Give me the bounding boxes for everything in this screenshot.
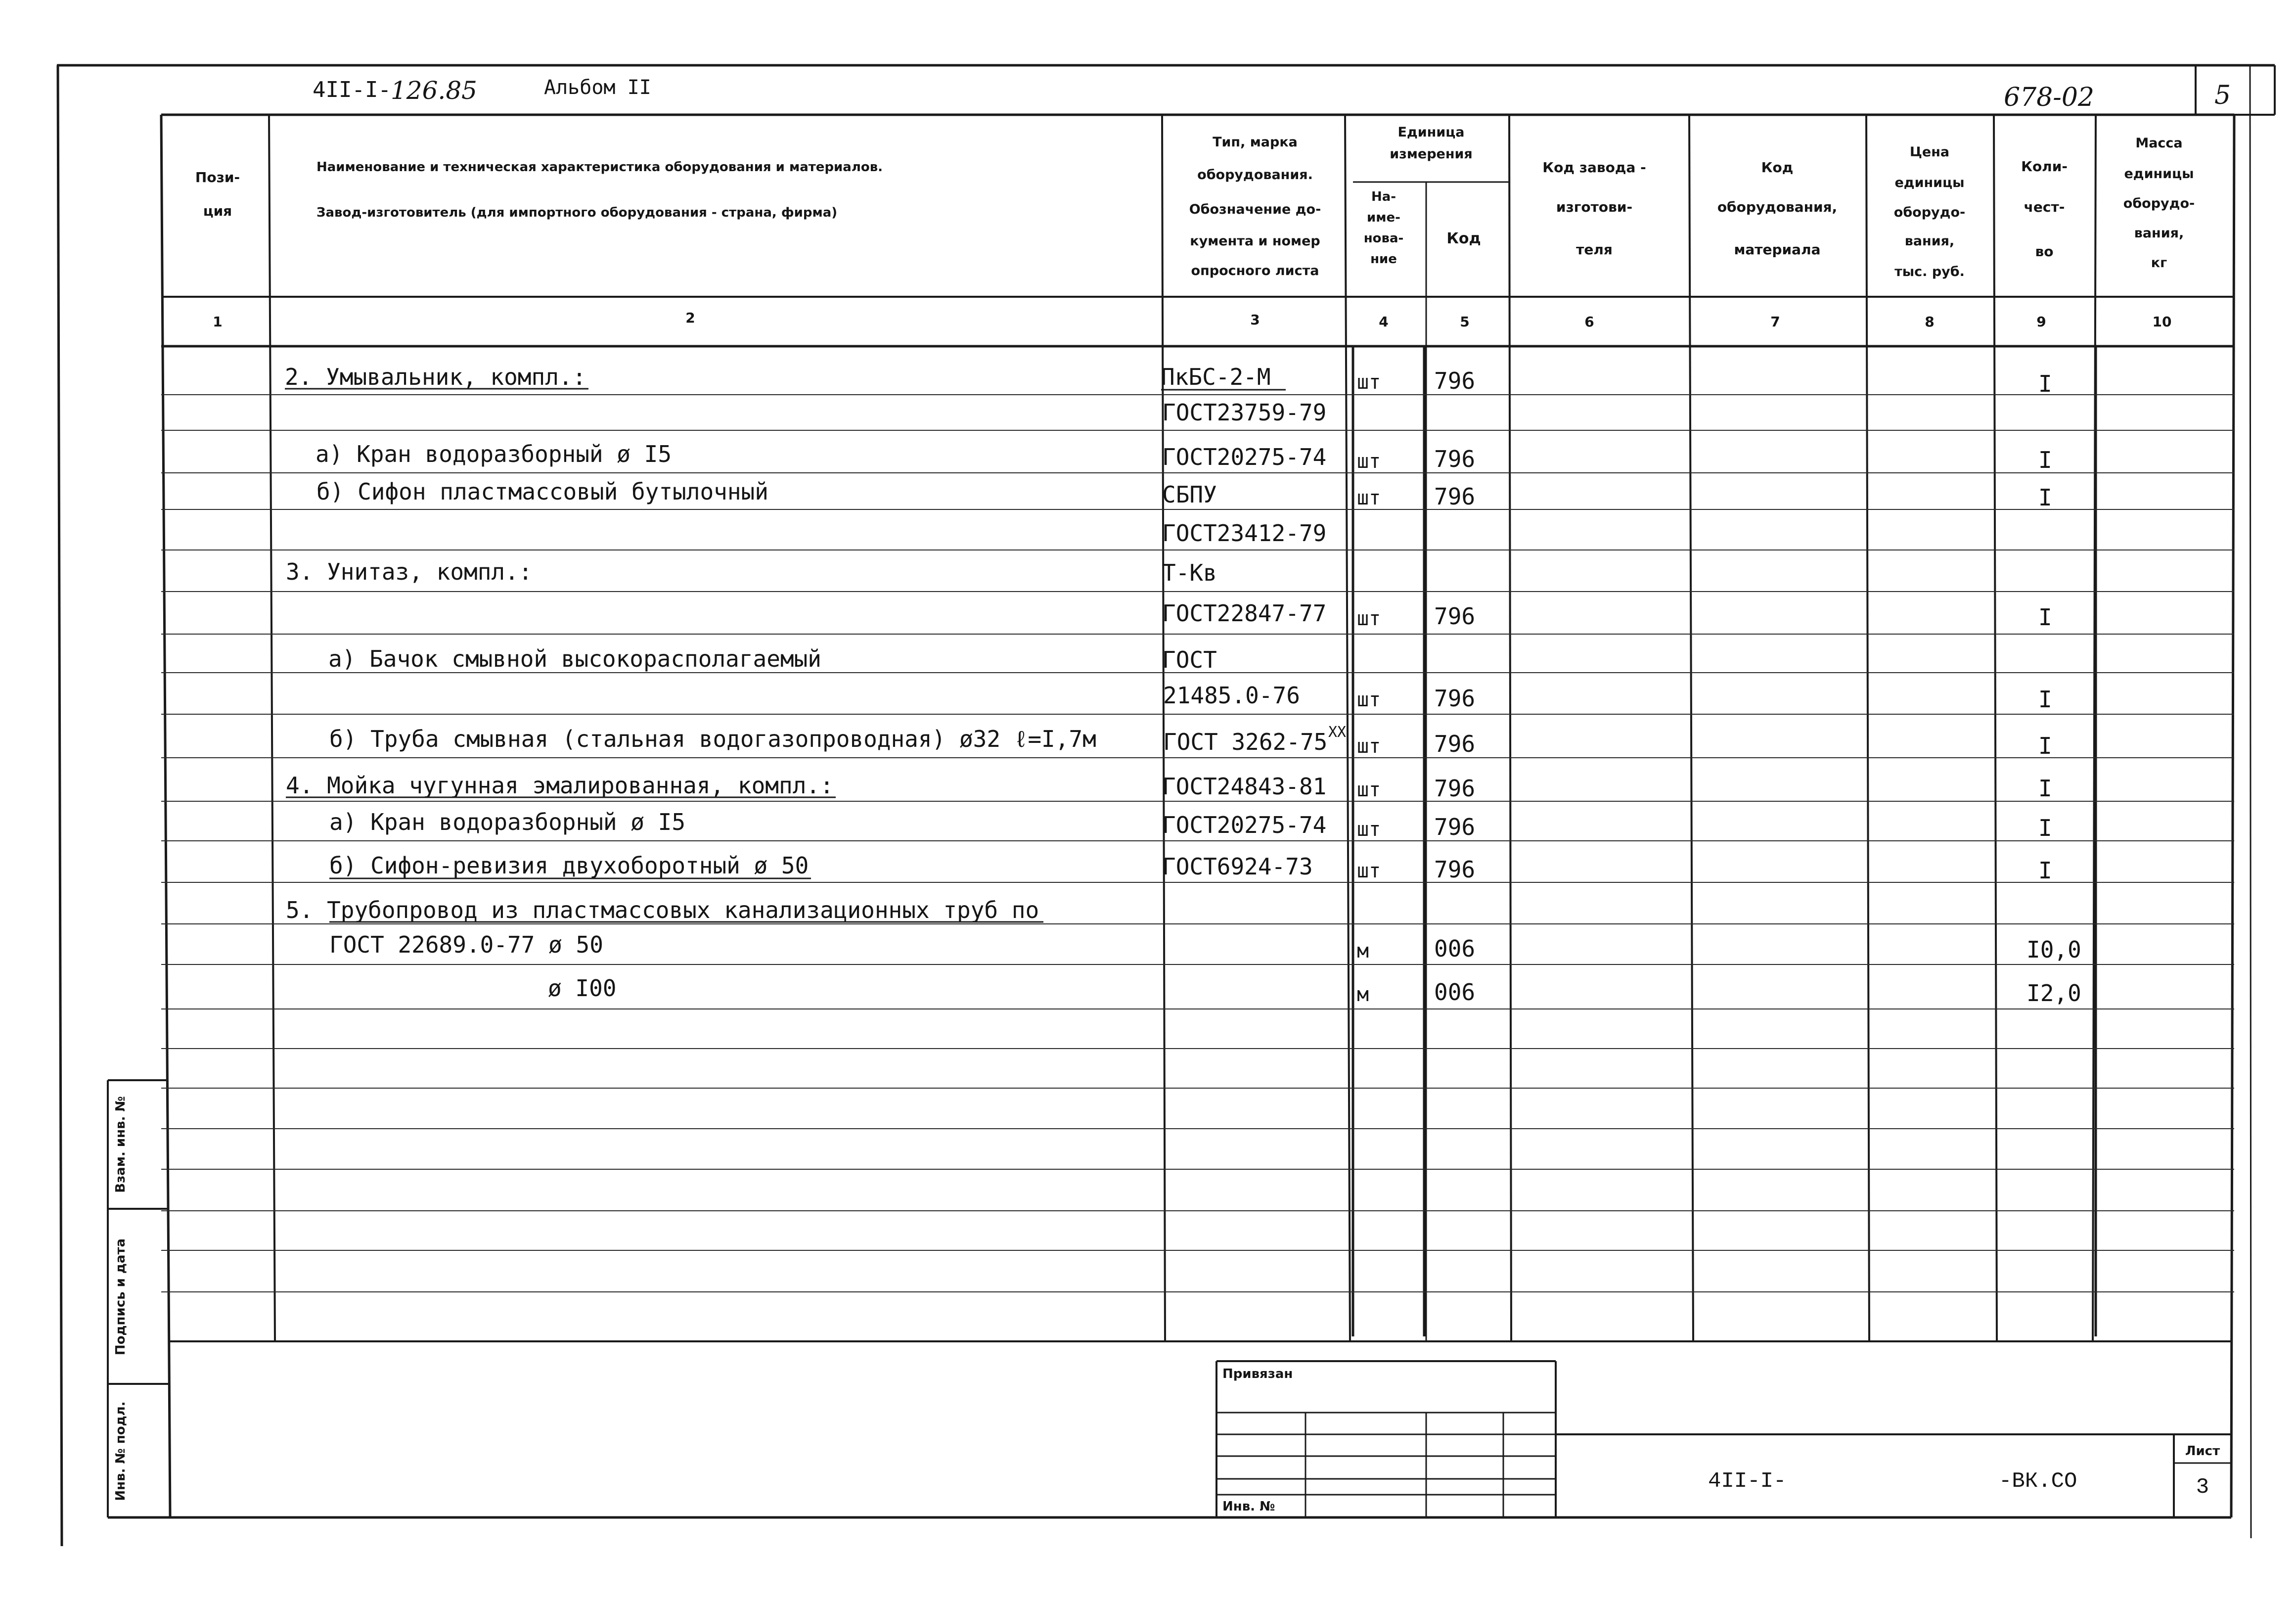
row-13-qty: I [2038, 857, 2052, 884]
col3-title-line2: оборудования. [1197, 167, 1313, 183]
row-8-name: а) Бачок смывной высокорасполагаемый [328, 645, 821, 672]
col-number-3: 3 [1250, 312, 1260, 328]
col3-title-line5: опросного листа [1191, 263, 1319, 278]
row-1-code: 796 [1434, 367, 1476, 394]
row-11-qty: I [2038, 775, 2052, 802]
row-9-type: 21485.0-76 [1163, 682, 1300, 709]
row-9-qty: I [2038, 686, 2052, 713]
row-11-code: 796 [1434, 775, 1476, 802]
col9-title-line2: чест- [2024, 199, 2065, 215]
col-number-4: 4 [1379, 314, 1389, 330]
col4-title-line2: име- [1367, 210, 1400, 225]
sheet-number: 3 [2196, 1475, 2209, 1500]
row-4-type: СБПУ [1162, 481, 1217, 508]
row-10-code: 796 [1434, 731, 1476, 757]
col1-title-line1: Пози- [195, 169, 240, 185]
column-separator [1509, 115, 1511, 1341]
col-number-1: 1 [213, 314, 223, 330]
row-13-type: ГОСТ6924-73 [1162, 853, 1313, 880]
col6-title-line3: теля [1576, 241, 1613, 258]
row-10-name: б) Труба смывная (стальная водогазопроводная) ø32 ℓ=I,7м [329, 726, 1096, 752]
inventory-label: Инв. № [1222, 1499, 1275, 1514]
row-1-qty: I [2038, 370, 2052, 397]
col8-title-line1: Цена [1909, 144, 1950, 160]
row-12-code: 796 [1434, 814, 1476, 840]
col-number-7: 7 [1770, 314, 1780, 330]
row-12-unit: шт [1357, 818, 1381, 841]
stamp-replace-inv: Взам. инв. № [113, 1096, 128, 1193]
col3-title-line3: Обозначение до- [1189, 202, 1321, 217]
stamp-original-inv: Инв. № подл. [113, 1401, 128, 1501]
linked-label: Привязан [1222, 1367, 1293, 1381]
project-code: 4II-I- [313, 77, 391, 102]
col7-title-line3: материала [1734, 241, 1821, 258]
col-number-9: 9 [2036, 314, 2046, 330]
col9-title-line1: Коли- [2021, 158, 2068, 175]
title-block [1222, 1367, 2220, 1514]
row-7-qty: I [2038, 604, 2052, 631]
row-13-name: б) Сифон-ревизия двухоборотный ø 50 [329, 852, 809, 879]
col7-title-line1: Код [1761, 159, 1794, 176]
col8-title-line3: оборудо- [1893, 205, 1966, 220]
column-separator [269, 115, 275, 1341]
col4-title-line1: На- [1371, 189, 1396, 204]
column-separator [1689, 115, 1693, 1341]
row-4-name: б) Сифон пластмассовый бутылочный [316, 478, 768, 505]
stamp-signature-date: Подпись и дата [113, 1238, 128, 1356]
row-16-name: ø I00 [548, 975, 617, 1002]
col-number-8: 8 [1925, 314, 1935, 330]
side-stamp [113, 1096, 128, 1501]
row-4-unit: шт [1357, 487, 1381, 509]
row-12-type: ГОСТ20275-74 [1162, 812, 1327, 838]
column-separator [1994, 115, 1997, 1341]
col-number-5: 5 [1460, 314, 1470, 330]
row-10-type: ГОСТ 3262-75 [1163, 729, 1328, 755]
row-16-unit: м [1357, 983, 1369, 1006]
col10-title-line4: вания, [2134, 226, 2184, 241]
row-3-qty: I [2038, 447, 2052, 473]
row-15-unit: м [1357, 940, 1369, 962]
row-14-name: 5. Трубопровод из пластмассовых канализационных труб по [286, 897, 1039, 923]
column-separator [1866, 115, 1869, 1341]
col-number-6: 6 [1584, 314, 1594, 330]
col8-title-line2: единицы [1894, 175, 1965, 190]
row-7-unit: шт [1357, 607, 1381, 630]
col3-title-line4: кумента и номер [1190, 233, 1320, 249]
col5-title: Код [1446, 230, 1481, 247]
col4-title-line3: нова- [1363, 231, 1404, 246]
row-3-code: 796 [1434, 446, 1476, 472]
row-16-code: 006 [1434, 979, 1476, 1006]
row-15-code: 006 [1434, 935, 1476, 962]
row-10-qty: I [2038, 733, 2052, 759]
row-9-code: 796 [1434, 685, 1476, 712]
row-11-unit: шт [1357, 779, 1381, 801]
col10-title-line5: кг [2151, 255, 2167, 271]
row-3-name: а) Кран водоразборный ø I5 [315, 441, 672, 467]
column-numbers [213, 310, 2171, 330]
table-header [195, 125, 2195, 279]
row-7-code: 796 [1434, 603, 1476, 630]
project-code-handwritten: 126.85 [391, 76, 477, 105]
row-13-unit: шт [1357, 860, 1381, 882]
column-separator [1162, 115, 1165, 1341]
row-15-name: ГОСТ 22689.0-77 ø 50 [329, 931, 603, 958]
row-4-qty: I [2038, 484, 2052, 511]
row-3-type: ГОСТ20275-74 [1162, 444, 1327, 470]
col6-title-line2: изготови- [1556, 199, 1633, 215]
order-number: 678-02 [2004, 83, 2094, 112]
col1-title-line2: ция [203, 203, 232, 219]
album-label: Альбом II [544, 76, 651, 99]
row-1-unit: шт [1357, 371, 1381, 394]
col10-title-line1: Масса [2135, 136, 2183, 151]
row-1-type: ПкБС-2-М [1161, 364, 1271, 390]
col6-title-line1: Код завода - [1542, 159, 1646, 176]
row-12-qty: I [2038, 815, 2052, 841]
row-13-code: 796 [1434, 856, 1476, 883]
row-16-qty: I2,0 [2026, 980, 2081, 1007]
col-number-10: 10 [2152, 314, 2172, 330]
col8-title-line5: тыс. руб. [1894, 264, 1965, 279]
unit-group-line2: измерения [1390, 146, 1473, 162]
row-3-unit: шт [1357, 450, 1381, 473]
row-5-type: ГОСТ23412-79 [1162, 520, 1327, 547]
col7-title-line2: оборудования, [1717, 199, 1838, 215]
row-12-name: а) Кран водоразборный ø I5 [329, 809, 686, 835]
col4-title-line4: ние [1370, 252, 1397, 267]
row-7-type: ГОСТ22847-77 [1162, 600, 1327, 627]
row-6-name: 3. Унитаз, компл.: [286, 558, 533, 585]
row-4-code: 796 [1434, 483, 1476, 510]
page-number: 5 [2214, 81, 2231, 110]
table-body [285, 364, 2081, 1007]
row-9-unit: шт [1357, 688, 1381, 711]
col2-title-line2: Завод-изготовитель (для импортного оборудования - страна, фирма) [316, 205, 838, 220]
row-8-type: ГОСТ [1162, 646, 1217, 673]
sheet-label: Лист [2185, 1444, 2220, 1459]
col9-title-line3: во [2035, 243, 2054, 260]
row-10-unit: шт [1357, 735, 1381, 758]
col2-title-line1: Наименование и техническая характеристика оборудования и материалов. [316, 160, 883, 175]
doc-code-left: 4II-I- [1708, 1469, 1787, 1494]
row-6-type: Т-Кв [1162, 559, 1217, 586]
row-1-name: 2. Умывальник, компл.: [285, 364, 586, 390]
row-11-name: 4. Мойка чугунная эмалированная, компл.: [286, 772, 834, 799]
col3-title-line1: Тип, марка [1213, 135, 1298, 150]
col-number-2: 2 [685, 310, 695, 326]
row-11-type: ГОСТ24843-81 [1162, 773, 1327, 800]
col10-title-line2: единицы [2124, 166, 2194, 182]
col10-title-line3: оборудо- [2123, 196, 2195, 211]
doc-code-right: -ВК.СО [1999, 1469, 2077, 1494]
row-15-qty: I0,0 [2026, 936, 2081, 963]
unit-group-line1: Единица [1397, 125, 1465, 140]
row-2-type: ГОСТ23759-79 [1162, 399, 1327, 426]
row-10-type-superscript: XX [1328, 724, 1347, 741]
col8-title-line4: вания, [1904, 233, 1955, 249]
